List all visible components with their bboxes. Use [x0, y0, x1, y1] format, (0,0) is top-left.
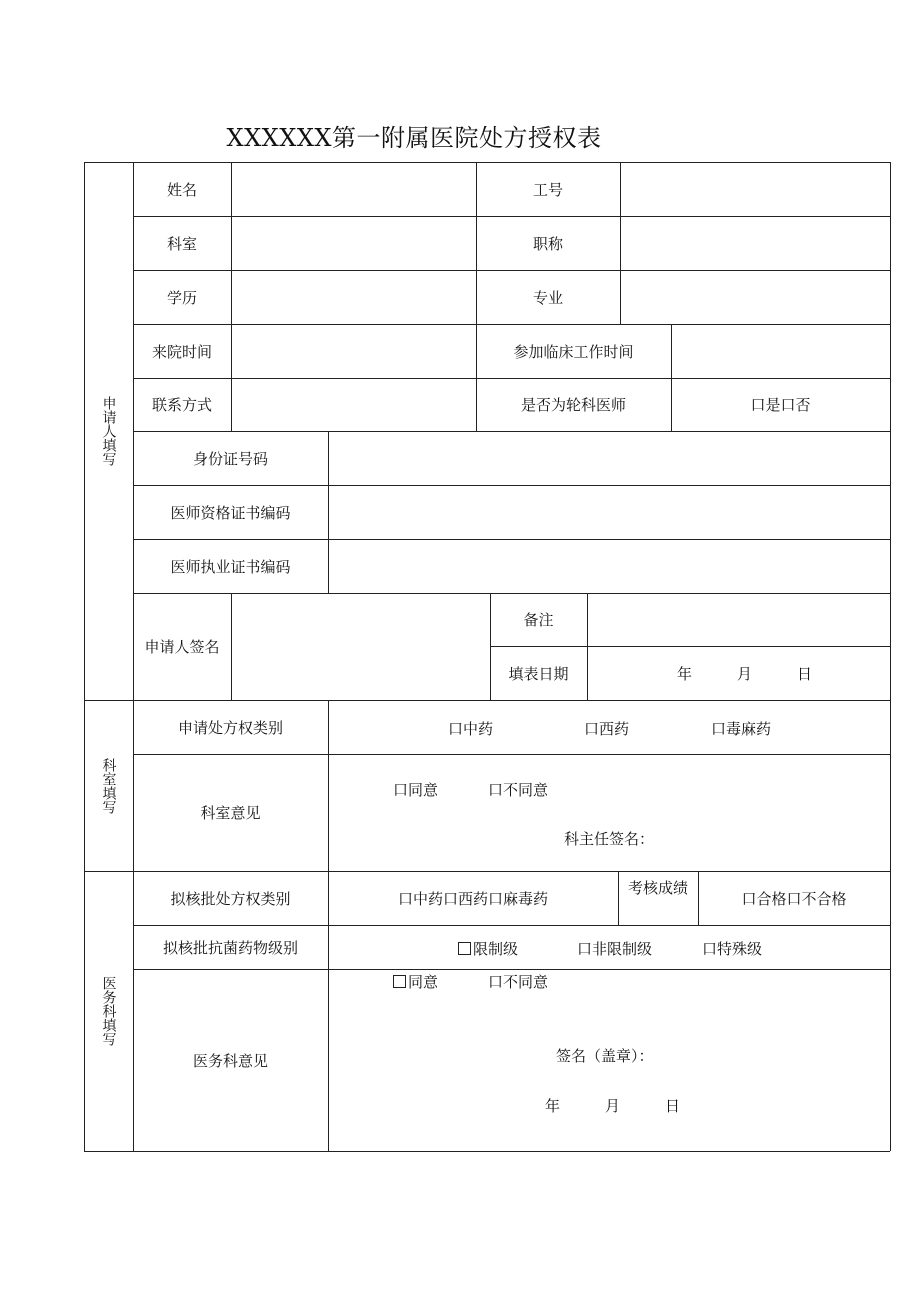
remark-field[interactable]: [588, 594, 890, 646]
name-field[interactable]: [232, 163, 476, 216]
applicant-sign-field[interactable]: [232, 594, 490, 700]
remark-label: 备注: [523, 611, 554, 629]
level-special-checkbox[interactable]: 口特殊级: [702, 940, 763, 958]
major-label: 专业: [532, 288, 563, 307]
prescription-category-label: 申请处方权类别: [177, 718, 283, 737]
clinical-start-field[interactable]: [672, 325, 890, 378]
qualification-field[interactable]: [329, 486, 890, 539]
medical-opinion-label: 医务科意见: [192, 1051, 268, 1070]
contact-label: 联系方式: [151, 396, 212, 414]
fill-date-label: 填表日期: [508, 664, 569, 683]
section-label-applicant: 申请人填写: [100, 396, 117, 466]
clinical-start-label: 参加临床工作时间: [513, 342, 634, 361]
employee-id-field[interactable]: [621, 163, 890, 216]
medical-agree-checkbox[interactable]: 同意: [393, 971, 438, 992]
applicant-sign-label: 申请人签名: [144, 638, 220, 656]
exam-score-label: 考核成绩: [628, 879, 689, 897]
job-title-field[interactable]: [621, 217, 890, 270]
department-opinion-label: 科室意见: [200, 804, 261, 822]
medical-date-value[interactable]: 年 月 日: [545, 1097, 681, 1115]
education-field[interactable]: [232, 271, 476, 324]
department-label: 科室: [166, 234, 197, 253]
job-title-label: 职称: [532, 234, 563, 253]
medical-sign-label: 签名（盖章）：: [556, 1047, 654, 1065]
practice-label: 医师执业证书编码: [170, 557, 291, 576]
category-narcotic-checkbox[interactable]: 口毒麻药: [711, 720, 772, 738]
medical-disagree-checkbox[interactable]: 口不同意: [488, 973, 549, 991]
director-sign-label: 科主任签名：: [564, 830, 655, 848]
department-disagree-checkbox[interactable]: 口不同意: [488, 781, 549, 799]
rotation-options[interactable]: 口是口否: [750, 396, 811, 414]
rotation-label: 是否为轮科医师: [520, 396, 626, 414]
page-title: XXXXXX第一附属医院处方授权表: [226, 124, 602, 152]
antibiotic-level-label: 拟核批抗菌药物级别: [162, 938, 298, 957]
fill-date-value[interactable]: 年 月 日: [676, 664, 812, 683]
education-label: 学历: [166, 288, 197, 307]
contact-field[interactable]: [232, 379, 476, 431]
checkbox-icon: [393, 975, 406, 988]
major-field[interactable]: [621, 271, 890, 324]
level-restricted-checkbox[interactable]: 口非限制级: [577, 940, 653, 958]
join-date-field[interactable]: [232, 325, 476, 378]
employee-id-label: 工号: [532, 180, 563, 199]
practice-field[interactable]: [329, 540, 890, 593]
category-western-checkbox[interactable]: 口西药: [584, 720, 630, 738]
section-label-medical: 医务科填写: [100, 976, 117, 1046]
level-unrestricted-checkbox[interactable]: 限制级: [458, 938, 518, 959]
approve-category-options[interactable]: 口中药口西药口麻毒药: [397, 889, 548, 908]
approve-category-label: 拟核批处方权类别: [170, 889, 291, 908]
exam-score-options[interactable]: 口合格口不合格: [741, 889, 847, 908]
checkbox-icon: [458, 942, 471, 955]
id-card-label: 身份证号码: [192, 449, 268, 468]
qualification-label: 医师资格证书编码: [170, 503, 291, 522]
department-agree-checkbox[interactable]: 口同意: [393, 781, 439, 799]
join-date-label: 来院时间: [151, 342, 212, 361]
category-tcm-checkbox[interactable]: 口中药: [448, 720, 494, 738]
id-card-field[interactable]: [329, 432, 890, 485]
department-field[interactable]: [232, 217, 476, 270]
section-label-department: 科室填写: [100, 757, 117, 814]
name-label: 姓名: [166, 180, 197, 199]
